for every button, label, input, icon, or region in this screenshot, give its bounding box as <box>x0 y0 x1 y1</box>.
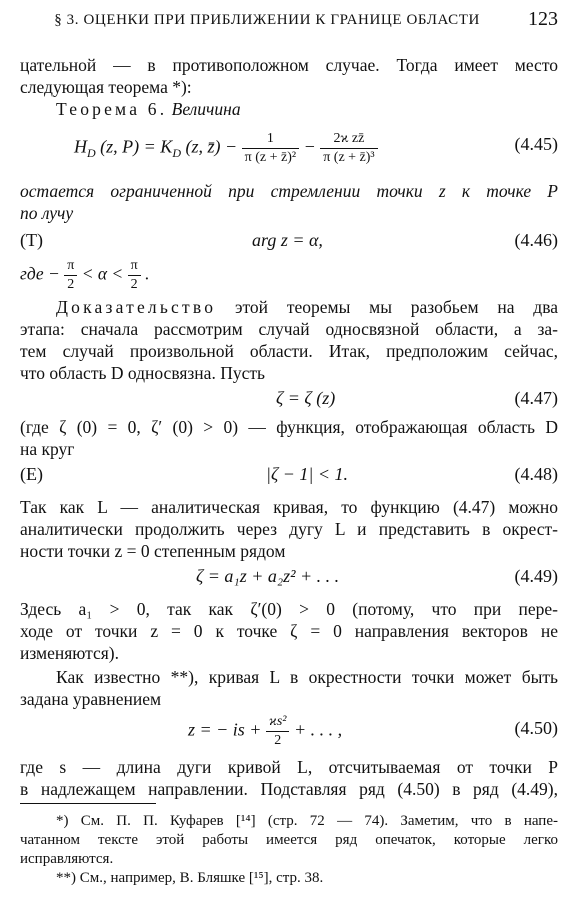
fraction: $\frac{\pi}{2}$ <box>64 258 77 293</box>
theorem-statement-line: по лучу <box>20 203 74 223</box>
footnote-line: **) См., например, В. Бляшке [¹⁵], стр. 38. <box>56 870 324 886</box>
equation-4-49 <box>20 566 558 590</box>
fraction: $\frac{\text{ϰs²}}{2}$ <box>266 714 290 749</box>
proof-line: этапа: сначала рассмотрим случай односвязной области, а за- <box>20 319 558 339</box>
theorem-label: Теорема 6. <box>56 99 168 119</box>
equation-body: arg z = α, <box>252 230 323 250</box>
body-line: на круг <box>20 439 75 459</box>
theorem-name: Величина <box>171 99 241 119</box>
proof-label: Доказательство <box>56 297 217 317</box>
footnote-line: чатанном тексте этой работы имеется ряд опечаток, которые легко <box>20 832 558 848</box>
fraction: $\frac{\pi}{2}$ <box>128 258 141 293</box>
equation-4-47 <box>20 388 558 412</box>
equation-number: (4.46) <box>514 230 558 250</box>
proof-line: что область D односвязна. Пусть <box>20 363 265 383</box>
body-line: в надлежащем направлении. Подставляя ряд (4.50) в ряд (4.49), <box>20 779 558 799</box>
section-title: § 3. ОЦЕНКИ ПРИ ПРИБЛИЖЕНИИ К ГРАНИЦЕ ОБЛАСТИ <box>54 12 480 28</box>
page-number: 123 <box>528 8 558 30</box>
body-line: (где ζ (0) = 0, ζ′ (0) > 0) — функция, отображающая область D <box>20 417 558 437</box>
equation-4-46 <box>20 230 558 254</box>
equation-number: (4.49) <box>514 566 558 586</box>
body-line: Так как L — аналитическая кривая, то функцию (4.47) можно <box>20 497 558 517</box>
fraction: $\frac{\text{2ϰ zz̄}}{\text{π (z + z̄)³}}$ <box>320 131 377 166</box>
body-line: изменяются). <box>20 643 120 663</box>
body-line: цательной — в противоположном случае. Тогда имеет место <box>20 55 558 75</box>
equation-body: ζ = a₁z + a₂z² + . . . <box>196 566 340 586</box>
equation-number: (4.47) <box>514 388 558 408</box>
equation-body: $H_D$ (z, $P) = K_D$ (z, z̄) − $\frac{1}{\text{π (z + z̄)²}}$ − $\frac{\text{2ϰ zz̄}}{\text{π (z + z̄)³}}$ <box>74 131 378 166</box>
equation-tag: (E) <box>20 464 43 484</box>
equation-tag: (T) <box>20 230 43 250</box>
equation-body: ζ = ζ (z) <box>276 388 336 408</box>
body-line: ходе от точки z = 0 к точке ζ = 0 направления векторов не <box>20 621 558 641</box>
body-line: ности точки z = 0 степенным рядом <box>20 541 286 561</box>
theorem-heading <box>20 98 558 120</box>
equation-4-45 <box>20 122 558 166</box>
equation-body: |ζ − 1| < 1. <box>266 464 348 484</box>
equation-number: (4.48) <box>514 464 558 484</box>
theorem-statement-line: остается ограниченной при стремлении точки z к точке P <box>20 181 558 201</box>
footnote-line: исправляются. <box>20 851 114 867</box>
fraction: $\frac{1}{\text{π (z + z̄)²}}$ <box>242 131 299 166</box>
footnote-line: *) См. П. П. Куфарев [¹⁴] (стр. 72 — 74). Заметим, что в напе- <box>56 813 558 829</box>
equation-number: (4.50) <box>514 718 558 738</box>
body-line: задана уравнением <box>20 689 162 709</box>
proof-line: Доказательство этой теоремы мы разобьем на два <box>56 297 558 317</box>
body-line: Здесь a₁ > 0, так как ζ′(0) > 0 (потому, что при пере- <box>20 599 558 619</box>
body-line: аналитически продолжить через дугу L и представить в окрест- <box>20 519 558 539</box>
body-line: Как известно **), кривая L в окрестности точки может быть <box>56 667 558 687</box>
equation-4-48 <box>20 464 558 488</box>
equation-number: (4.45) <box>514 134 558 154</box>
condition-line: где − $\frac{\pi}{2}$ < α < $\frac{\pi}{2}$ . <box>20 258 150 292</box>
equation-body: z = − is + $\frac{\text{ϰs²}}{2}$ + . . . , <box>188 714 343 748</box>
equation-4-50 <box>20 708 558 748</box>
running-header <box>20 8 558 32</box>
footnote-divider <box>20 803 156 804</box>
body-line: следующая теорема *): <box>20 77 192 97</box>
proof-line: тем случай произвольной области. Итак, предположим сейчас, <box>20 341 558 361</box>
body-line: где s — длина дуги кривой L, отсчитываемая от точки P <box>20 757 558 777</box>
